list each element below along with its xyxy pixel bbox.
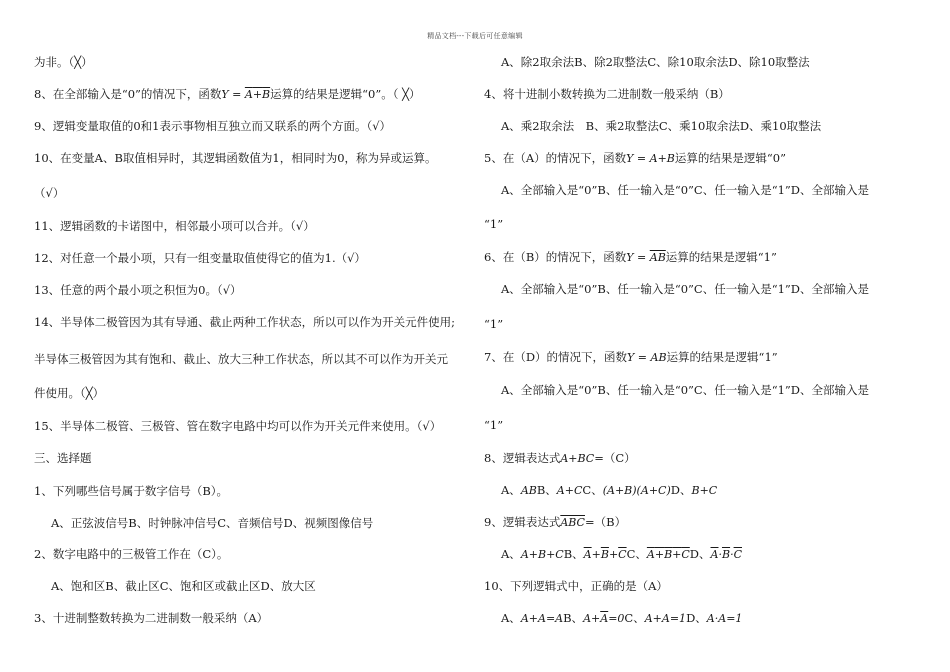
question-text: 5、在（A）的情况下，函数 [484,151,627,165]
formula: A+BC [560,452,595,465]
text-line: 9、逻辑变量取值的0和1表示事物相互独立而又联系的两个方面。（√） [34,119,392,133]
options-line: A、全部输入是“0”B、任一输入是“0”C、任一输入是“1”D、全部输入是 [501,282,869,296]
question-line: 1、下列哪些信号属于数字信号（B）。 [34,484,229,498]
options-line: A、饱和区B、截止区C、饱和区或截止区D、放大区 [51,579,316,593]
question-text: 运算的结果是逻辑“0”。（ ╳） [270,87,421,101]
text-line: 12、对任意一个最小项，只有一组变量取值使得它的值为1.（√） [34,251,366,265]
question-text: =（C） [594,451,636,465]
text-line: “1” [484,418,504,432]
options-line: A、全部输入是“0”B、任一输入是“0”C、任一输入是“1”D、全部输入是 [501,183,869,197]
text-line: 15、半导体二极管、三极管、管在数字电路中均可以作为开关元件来使用。（√） [34,419,442,433]
options-line: A、乘2取余法 B、乘2取整法C、乘10取余法D、乘10取整法 [501,119,822,133]
text-line: 10、在变量A、B取值相异时，其逻辑函数值为1，相同时为0，称为异或运算。 [34,151,437,165]
question-line: 3、十进制整数转换为二进制数一般采纳（A） [34,611,269,625]
text-line: 14、半导体二极管因为其有导通、截止两种工作状态，所以可以作为开关元件使用; [34,315,456,329]
formula: Y = A+B [221,88,271,101]
question-text: 8、在全部输入是“0”的情况下，函数 [34,87,222,101]
options-line: A、全部输入是“0”B、任一输入是“0”C、任一输入是“1”D、全部输入是 [501,383,869,397]
section-heading: 三、选择题 [34,451,92,465]
options-line: A、A+B+CB、$\overline{A}+\overline{B}+\overline{C}C$、A+B+CD、$\overline{A}\cdot\overline{B}\cdot\overline{C}$ [501,547,742,561]
formula: $\overline{ABC}$ [560,516,585,529]
formula: $Y = \overline{AB}$ [626,251,666,264]
formula: Y = A+B [626,152,675,165]
text-line: 11、逻辑函数的卡诺图中，相邻最小项可以合并。（√） [34,219,315,233]
question-line: 4、将十进制小数转换为二进制数一般采纳（B） [484,87,730,101]
question-line [34,87,421,102]
options-line: A、A+A=AB、$A+\overline{A}=0C$、A+A=1D、A·A=1 [501,611,743,625]
question-text: =（B） [584,515,627,529]
question-line [484,515,626,530]
options-line: A、正弦波信号B、时钟脉冲信号C、音频信号D、视频图像信号 [51,516,374,530]
question-line [484,350,778,365]
options-line: A、ABB、A+CC、(A+B)(A+C)D、B+C [501,483,718,497]
question-text: 8、逻辑表达式 [484,451,561,465]
text-line: 13、任意的两个最小项之积恒为0。（√） [34,283,242,297]
question-text: 9、逻辑表达式 [484,515,561,529]
text-line: 为非。（╳） [34,55,93,69]
question-text: 运算的结果是逻辑“1” [665,250,777,264]
text-line: 件使用。（╳） [34,386,105,400]
question-line [484,250,777,265]
formula: Y = AB [627,351,667,364]
text-line: “1” [484,217,504,231]
question-line [484,451,636,466]
text-line: “1” [484,317,504,331]
text-line: （√） [34,186,65,200]
question-text: 运算的结果是逻辑“1” [666,350,778,364]
question-text: 6、在（B）的情况下，函数 [484,250,627,264]
page-header: 精品文档---下载后可任意编辑 [427,32,523,40]
question-text: 运算的结果是逻辑“0” [674,151,786,165]
question-line [484,151,786,166]
question-line: 2、数字电路中的三极管工作在（C）。 [34,547,229,561]
options-line: A、除2取余法B、除2取整法C、除10取余法D、除10取整法 [501,55,810,69]
question-text: 7、在（D）的情况下，函数 [484,350,628,364]
text-line: 半导体三极管因为其有饱和、截止、放大三种工作状态，所以其不可以作为开关元 [34,352,448,366]
question-line: 10、下列逻辑式中，正确的是（A） [484,579,668,593]
